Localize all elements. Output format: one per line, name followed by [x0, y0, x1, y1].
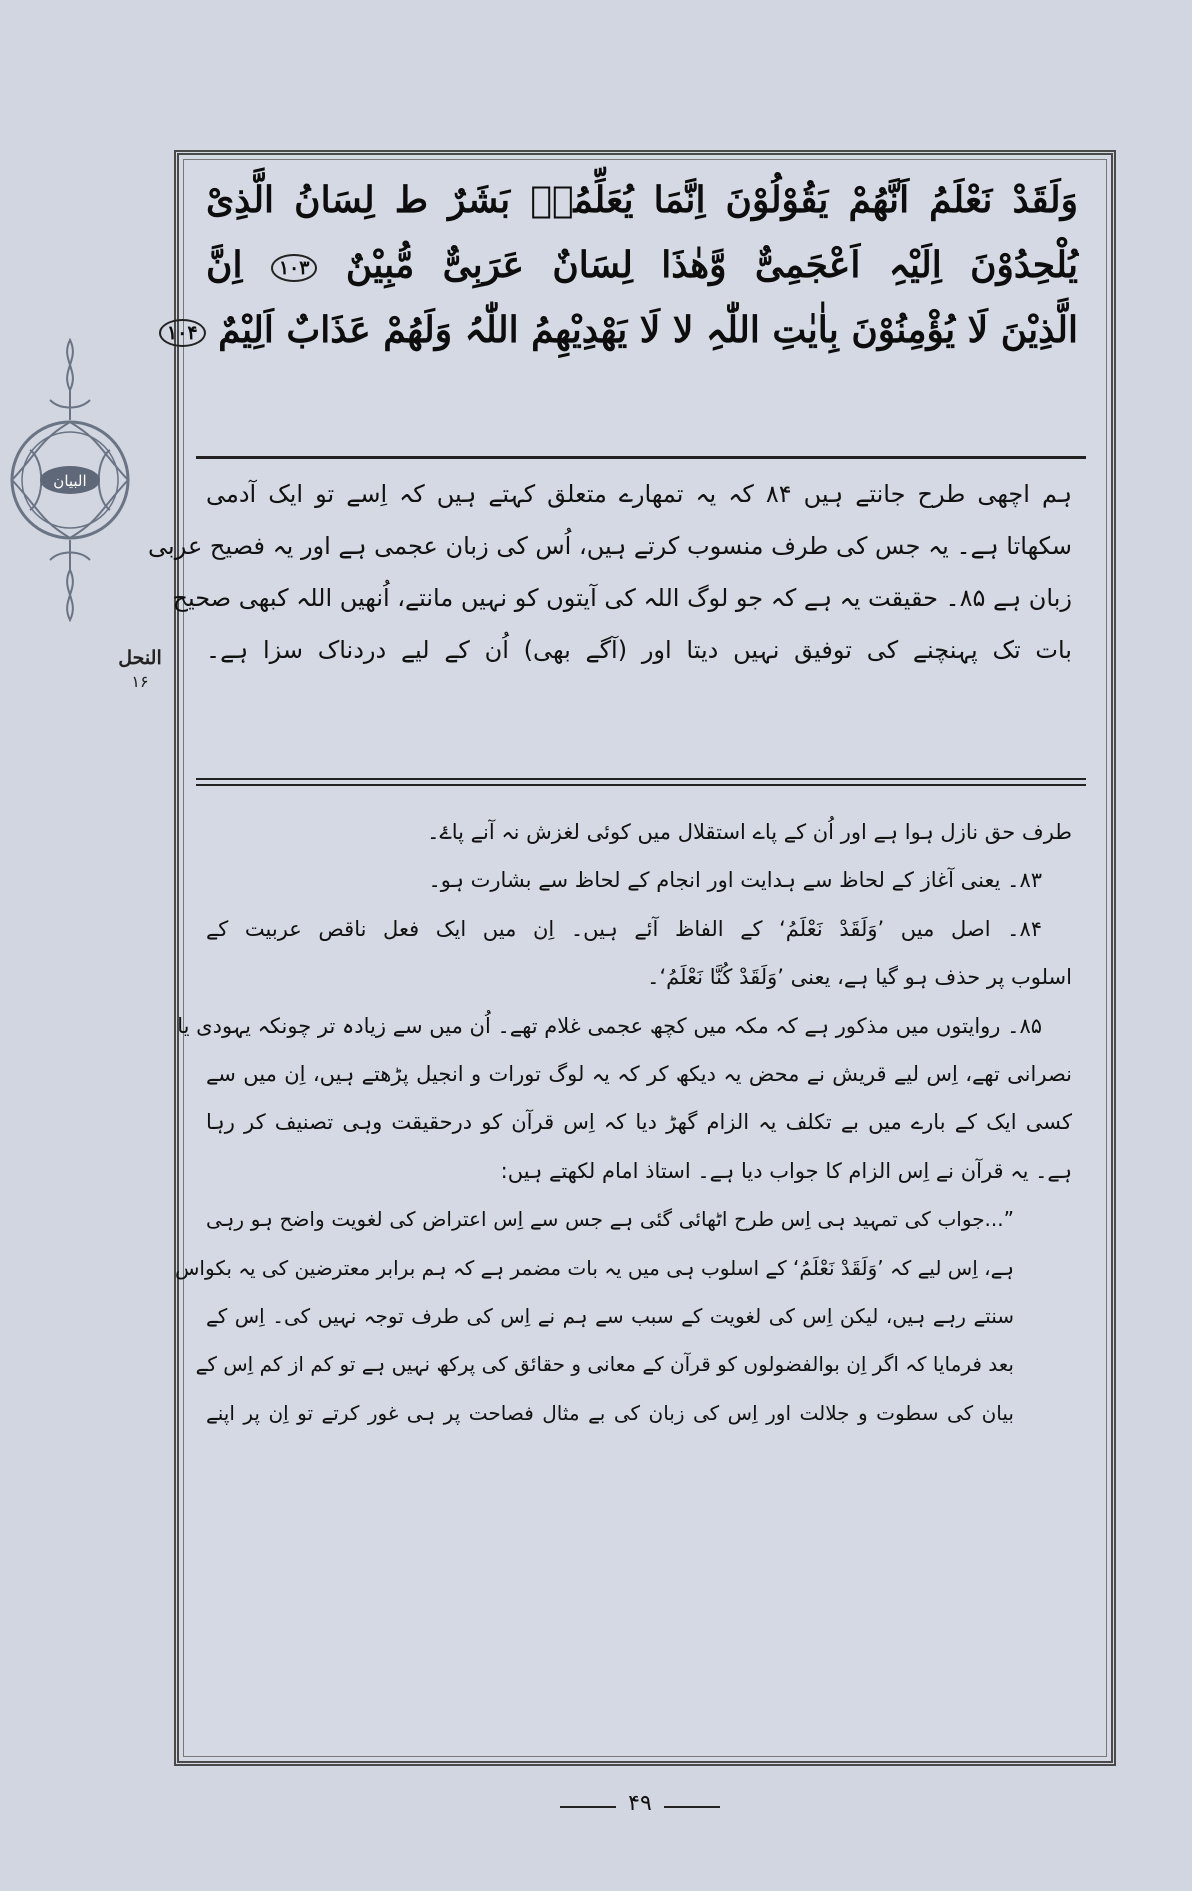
quran-line-text: یُلْحِدُوْنَ اِلَیْہِ اَعْجَمِیٌّ وَّھٰذَا لِسَانٌ عَرَبِیٌّ مُّبِیْنٌ [345, 244, 1078, 286]
translation-line: ہم اچھی طرح جانتے ہیں ۸۴ کہ یہ تمھارے متعلق کہتے ہیں کہ اِسے تو ایک آدمی [206, 480, 1073, 508]
quran-continuation: اِنَّ [206, 244, 243, 286]
quran-line: وَلَقَدْ نَعْلَمُ اَنَّھُمْ یَقُوْلُوْنَ اِنَّمَا یُعَلِّمُہٗ بَشَرٌ ط لِسَانُ الَّذِیْ [206, 179, 1078, 221]
surah-number: ۱۶ [131, 672, 149, 691]
note-line: طرف حق نازل ہوا ہے اور اُن کے پاے استقلال میں کوئی لغزش نہ آنے پاۓ۔ [427, 820, 1072, 844]
note-line: ۸۴۔ اصل میں ’وَلَقَدْ نَعْلَمُ‘ کے الفاظ آئے ہیں۔ اِن میں ایک فعل ناقص عربیت کے [206, 916, 1042, 941]
section-divider [196, 778, 1086, 780]
translation-line: زبان ہے ۸۵۔ حقیقت یہ ہے کہ جو لوگ اللہ کی آیتوں کو نہیں مانتے، اُنھیں اللہ کبھی صحیح [172, 584, 1072, 612]
page-number-footer [560, 1791, 720, 1821]
urdu-translation [148, 468, 1073, 676]
translation-line: سکھاتا ہے۔ یہ جس کی طرف منسوب کرتے ہیں، اُس کی زبان عجمی ہے اور یہ فصیح عربی [148, 532, 1072, 560]
section-divider [196, 456, 1086, 459]
note-line: ۸۵۔ روایتوں میں مذکور ہے کہ مکہ میں کچھ عجمی غلام تھے۔ اُن میں سے زیادہ تر چونکہ یہودی یا [177, 1013, 1042, 1038]
quote-line: ”...جواب کی تمہید ہی اِس طرح اٹھائی گئی ہے جس سے اِس اعتراض کی لغویت واضح ہو رہی [206, 1207, 1014, 1232]
page-number-rule [664, 1806, 720, 1808]
note-line: اسلوب پر حذف ہو گیا ہے، یعنی ’وَلَقَدْ کُنَّا نَعْلَمُ‘۔ [647, 965, 1072, 990]
quran-line [166, 298, 1078, 363]
translation-line: بات تک پہنچنے کی توفیق نہیں دیتا اور (آگے بھی) اُن کے لیے دردناک سزا ہے۔ [206, 636, 1072, 664]
surah-name: النحل [118, 647, 162, 669]
note-line: ۸۳۔ یعنی آغاز کے لحاظ سے ہدایت اور انجام کے لحاظ سے بشارت ہو۔ [428, 868, 1042, 893]
quote-line: بعد فرمایا کہ اگر اِن بوالفضولوں کو قرآن کے معانی و حقائق کی پرکھ نہیں ہے تو کم از کم اِس کے [195, 1352, 1014, 1377]
page-number-rule [560, 1806, 616, 1808]
section-divider [196, 784, 1086, 786]
commentary-notes [175, 808, 1072, 1437]
margin-medallion-ornament [0, 330, 140, 630]
note-line: ہے۔ یہ قرآن نے اِس الزام کا جواب دیا ہے۔ استاذ امام لکھتے ہیں: [500, 1158, 1072, 1183]
quote-line: بیان کی سطوت و جلالت اور اِس کی زبان کی بے مثال فصاحت پر ہی غور کرتے تو اِن پر اپنے [206, 1400, 1014, 1425]
note-line: نصرانی تھے، اِس لیے قریش نے محض یہ دیکھ کر کہ یہ لوگ تورات و انجیل پڑھتے ہیں، اِن میں سے [206, 1061, 1072, 1086]
quote-line: ہے، اِس لیے کہ ’وَلَقَدْ نَعْلَمُ‘ کے اسلوب ہی میں یہ بات مضمر ہے کہ ہم برابر معترضین کی یہ بکواس [175, 1255, 1014, 1280]
quran-arabic-text [166, 168, 1078, 363]
ayah-number-marker: ۱۰۴ [159, 319, 206, 347]
medallion-label: البیان [53, 472, 87, 490]
note-line: کسی ایک کے بارے میں بے تکلف یہ الزام گھڑ دیا کہ اِس قرآن کو درحقیقت وہی تصنیف کر رہا [206, 1110, 1072, 1135]
quran-line [206, 233, 1078, 298]
quran-line-text: الَّذِیْنَ لَا یُؤْمِنُوْنَ بِاٰیٰتِ اللّٰہِ لا لَا یَھْدِیْھِمُ اللّٰہُ وَلَھُمْ عَذَابٌ اَلِیْمٌ [218, 309, 1078, 351]
ayah-number-marker: ۱۰۳ [271, 254, 318, 282]
quote-line: سنتے رہے ہیں، لیکن اِس کی لغویت کے سبب سے ہم نے اِس کی طرف توجہ نہیں کی۔ اِس کے [206, 1303, 1014, 1328]
page-number: ۴۹ [628, 1791, 652, 1816]
